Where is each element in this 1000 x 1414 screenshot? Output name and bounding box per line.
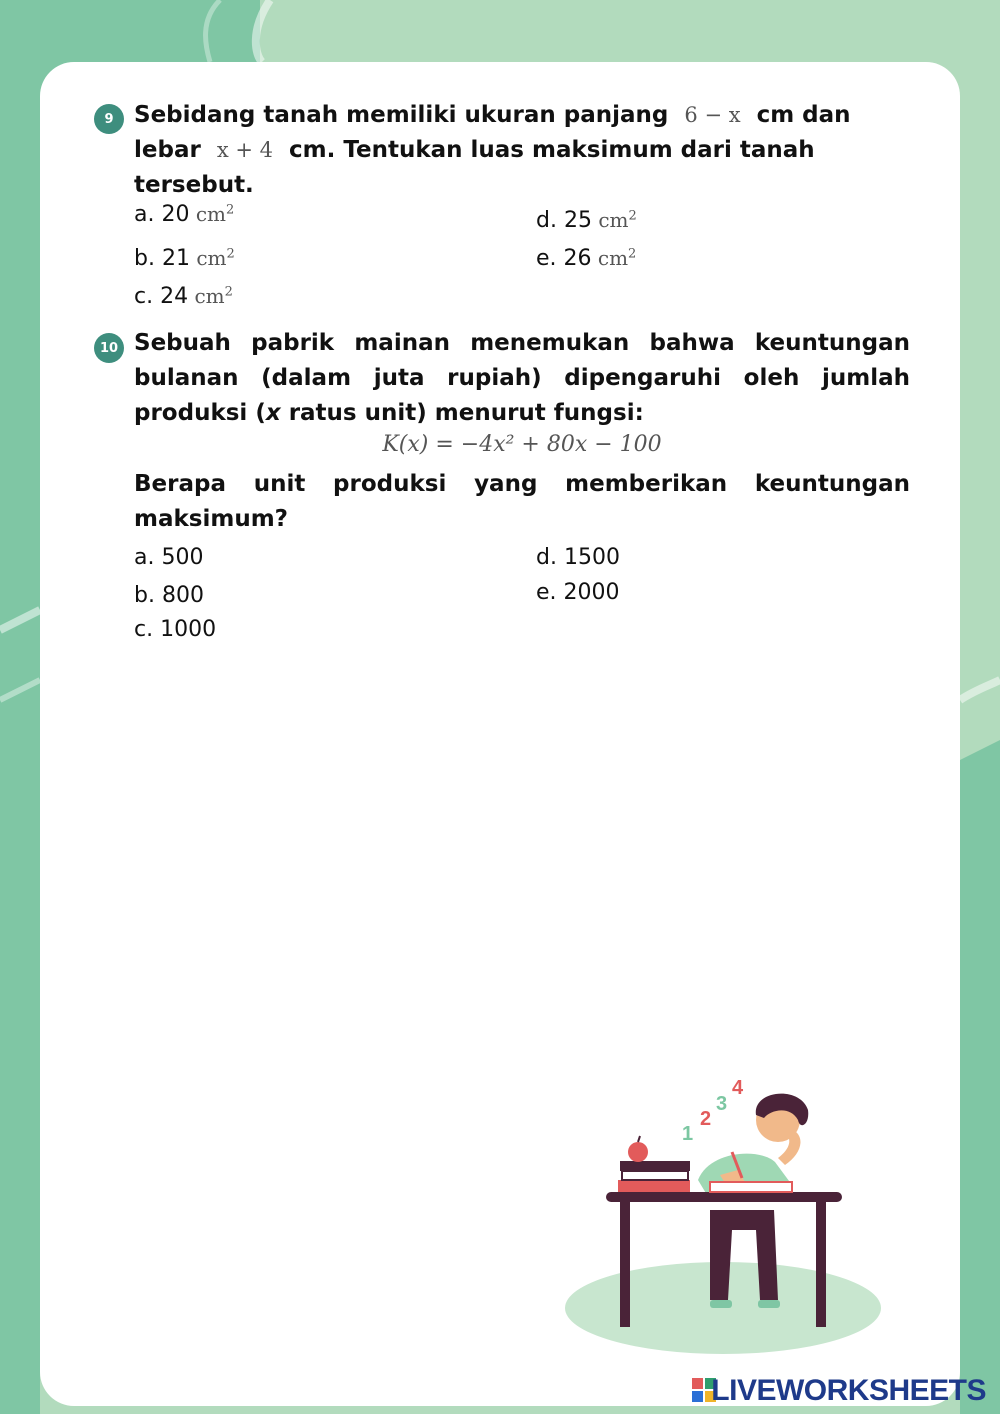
student-illustration — [560, 1070, 890, 1370]
number-2: 2 — [700, 1108, 712, 1130]
question-10-badge: 10 — [94, 333, 124, 363]
q9-option-c[interactable]: c. 24 $cm^2$ — [134, 284, 233, 309]
q9-option-d[interactable]: d. 25 $cm^2$ — [536, 208, 637, 233]
q10-option-d[interactable]: d. 1500 — [536, 545, 620, 570]
number-3: 3 — [716, 1093, 728, 1115]
q9-option-e[interactable]: e. 26 $cm^2$ — [536, 246, 637, 271]
liveworksheets-brand: LIVEWORKSHEETS — [711, 1374, 986, 1407]
question-10-text: Sebuah pabrik mainan menemukan bahwa keuntungan bulanan (dalam juta rupiah) dipengaruhi oleh jumlah produksi (x ratus unit) menurut fungsi: — [134, 330, 910, 426]
number-4: 4 — [732, 1077, 744, 1099]
q9-option-a[interactable]: a. 20 $cm^2$ — [134, 202, 235, 227]
question-10-prompt: Berapa unit produksi yang memberikan keuntungan maksimum? — [134, 471, 910, 532]
question-9-badge: 9 — [94, 104, 124, 134]
q10-option-b[interactable]: b. 800 — [134, 583, 204, 608]
question-9-text: Sebidang tanah memiliki ukuran panjang 6 − x cm dan lebar x + 4 cm. Tentukan luas maksimum dari tanah tersebut. — [134, 102, 851, 198]
q9-option-b[interactable]: b. 21 $cm^2$ — [134, 246, 235, 271]
number-1: 1 — [682, 1123, 694, 1145]
q10-option-e[interactable]: e. 2000 — [536, 580, 620, 605]
length-expression: 6 − x — [684, 103, 741, 127]
width-expression: x + 4 — [216, 138, 273, 162]
profit-function-formula: K(x) = −4x² + 80x − 100 — [382, 432, 662, 457]
q10-option-c[interactable]: c. 1000 — [134, 617, 217, 642]
q10-option-a[interactable]: a. 500 — [134, 545, 204, 570]
